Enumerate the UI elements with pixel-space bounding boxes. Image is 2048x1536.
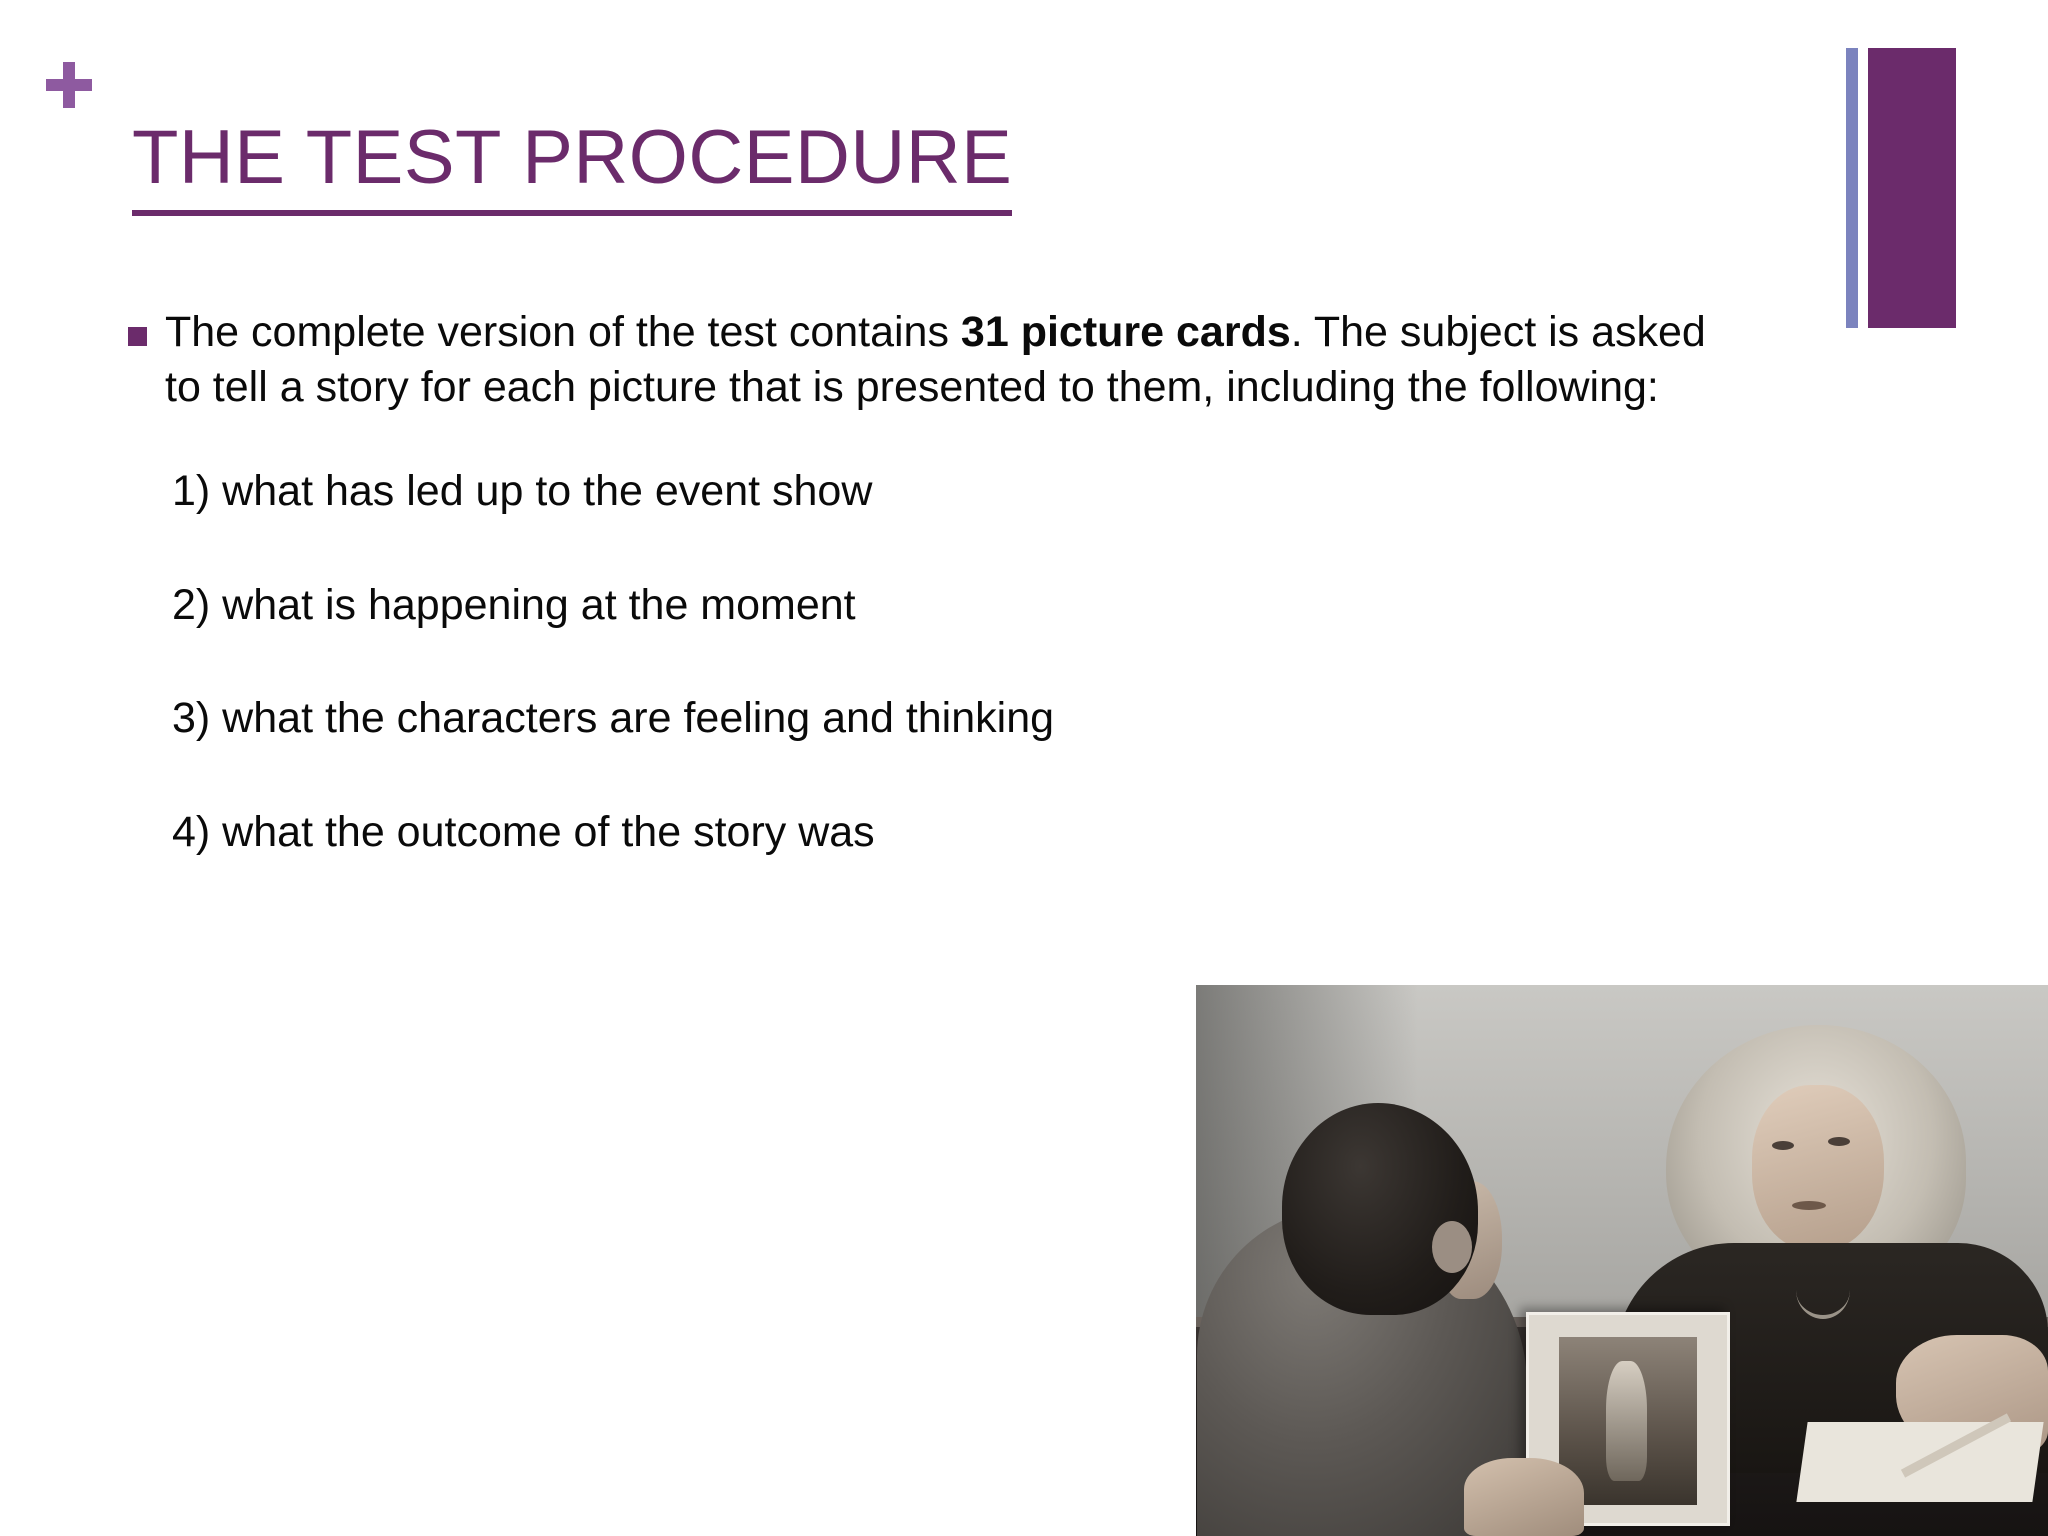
page-title: THE TEST PROCEDURE: [132, 118, 1012, 216]
photo-boy-head: [1282, 1103, 1478, 1315]
numbered-item-2: 2) what is happening at the moment: [172, 580, 856, 629]
photo-woman-eye-right: [1828, 1137, 1850, 1146]
photo-woman-mouth: [1792, 1201, 1826, 1210]
title-container: [132, 115, 1372, 216]
photo-picture-card-figure: [1606, 1361, 1647, 1482]
bullet-paragraph: [165, 305, 1728, 414]
decorative-bar-thick: [1868, 48, 1956, 328]
bullet-lead-text: The complete version of the test contains: [165, 308, 961, 356]
list-item: [128, 305, 1728, 414]
numbered-item-4: 4) what the outcome of the story was: [172, 808, 875, 856]
numbered-item-3: 3) what the characters are feeling and thinking: [172, 694, 1055, 743]
bullet-tail-text: . The subject is asked to tell a story for each picture that is presented to them, including the following:: [165, 308, 1706, 411]
photo-boy-hand: [1464, 1458, 1584, 1536]
numbered-item-1: 1) what has led up to the event show: [172, 467, 873, 516]
photo-woman-eye-left: [1772, 1141, 1794, 1150]
plus-icon: [46, 62, 92, 108]
photo-boy-ear: [1432, 1221, 1472, 1273]
decorative-bars: [1846, 48, 1956, 328]
square-bullet-icon: [128, 327, 147, 346]
numbered-list: [128, 466, 1728, 858]
bullet-emphasis-text: 31 picture cards: [960, 308, 1291, 356]
test-session-photo: [1196, 985, 2048, 1536]
slide-body: [128, 305, 1728, 859]
photo-woman-face: [1752, 1085, 1884, 1251]
photo-woman-necklace: [1796, 1261, 1850, 1319]
decorative-bar-thin: [1846, 48, 1858, 328]
